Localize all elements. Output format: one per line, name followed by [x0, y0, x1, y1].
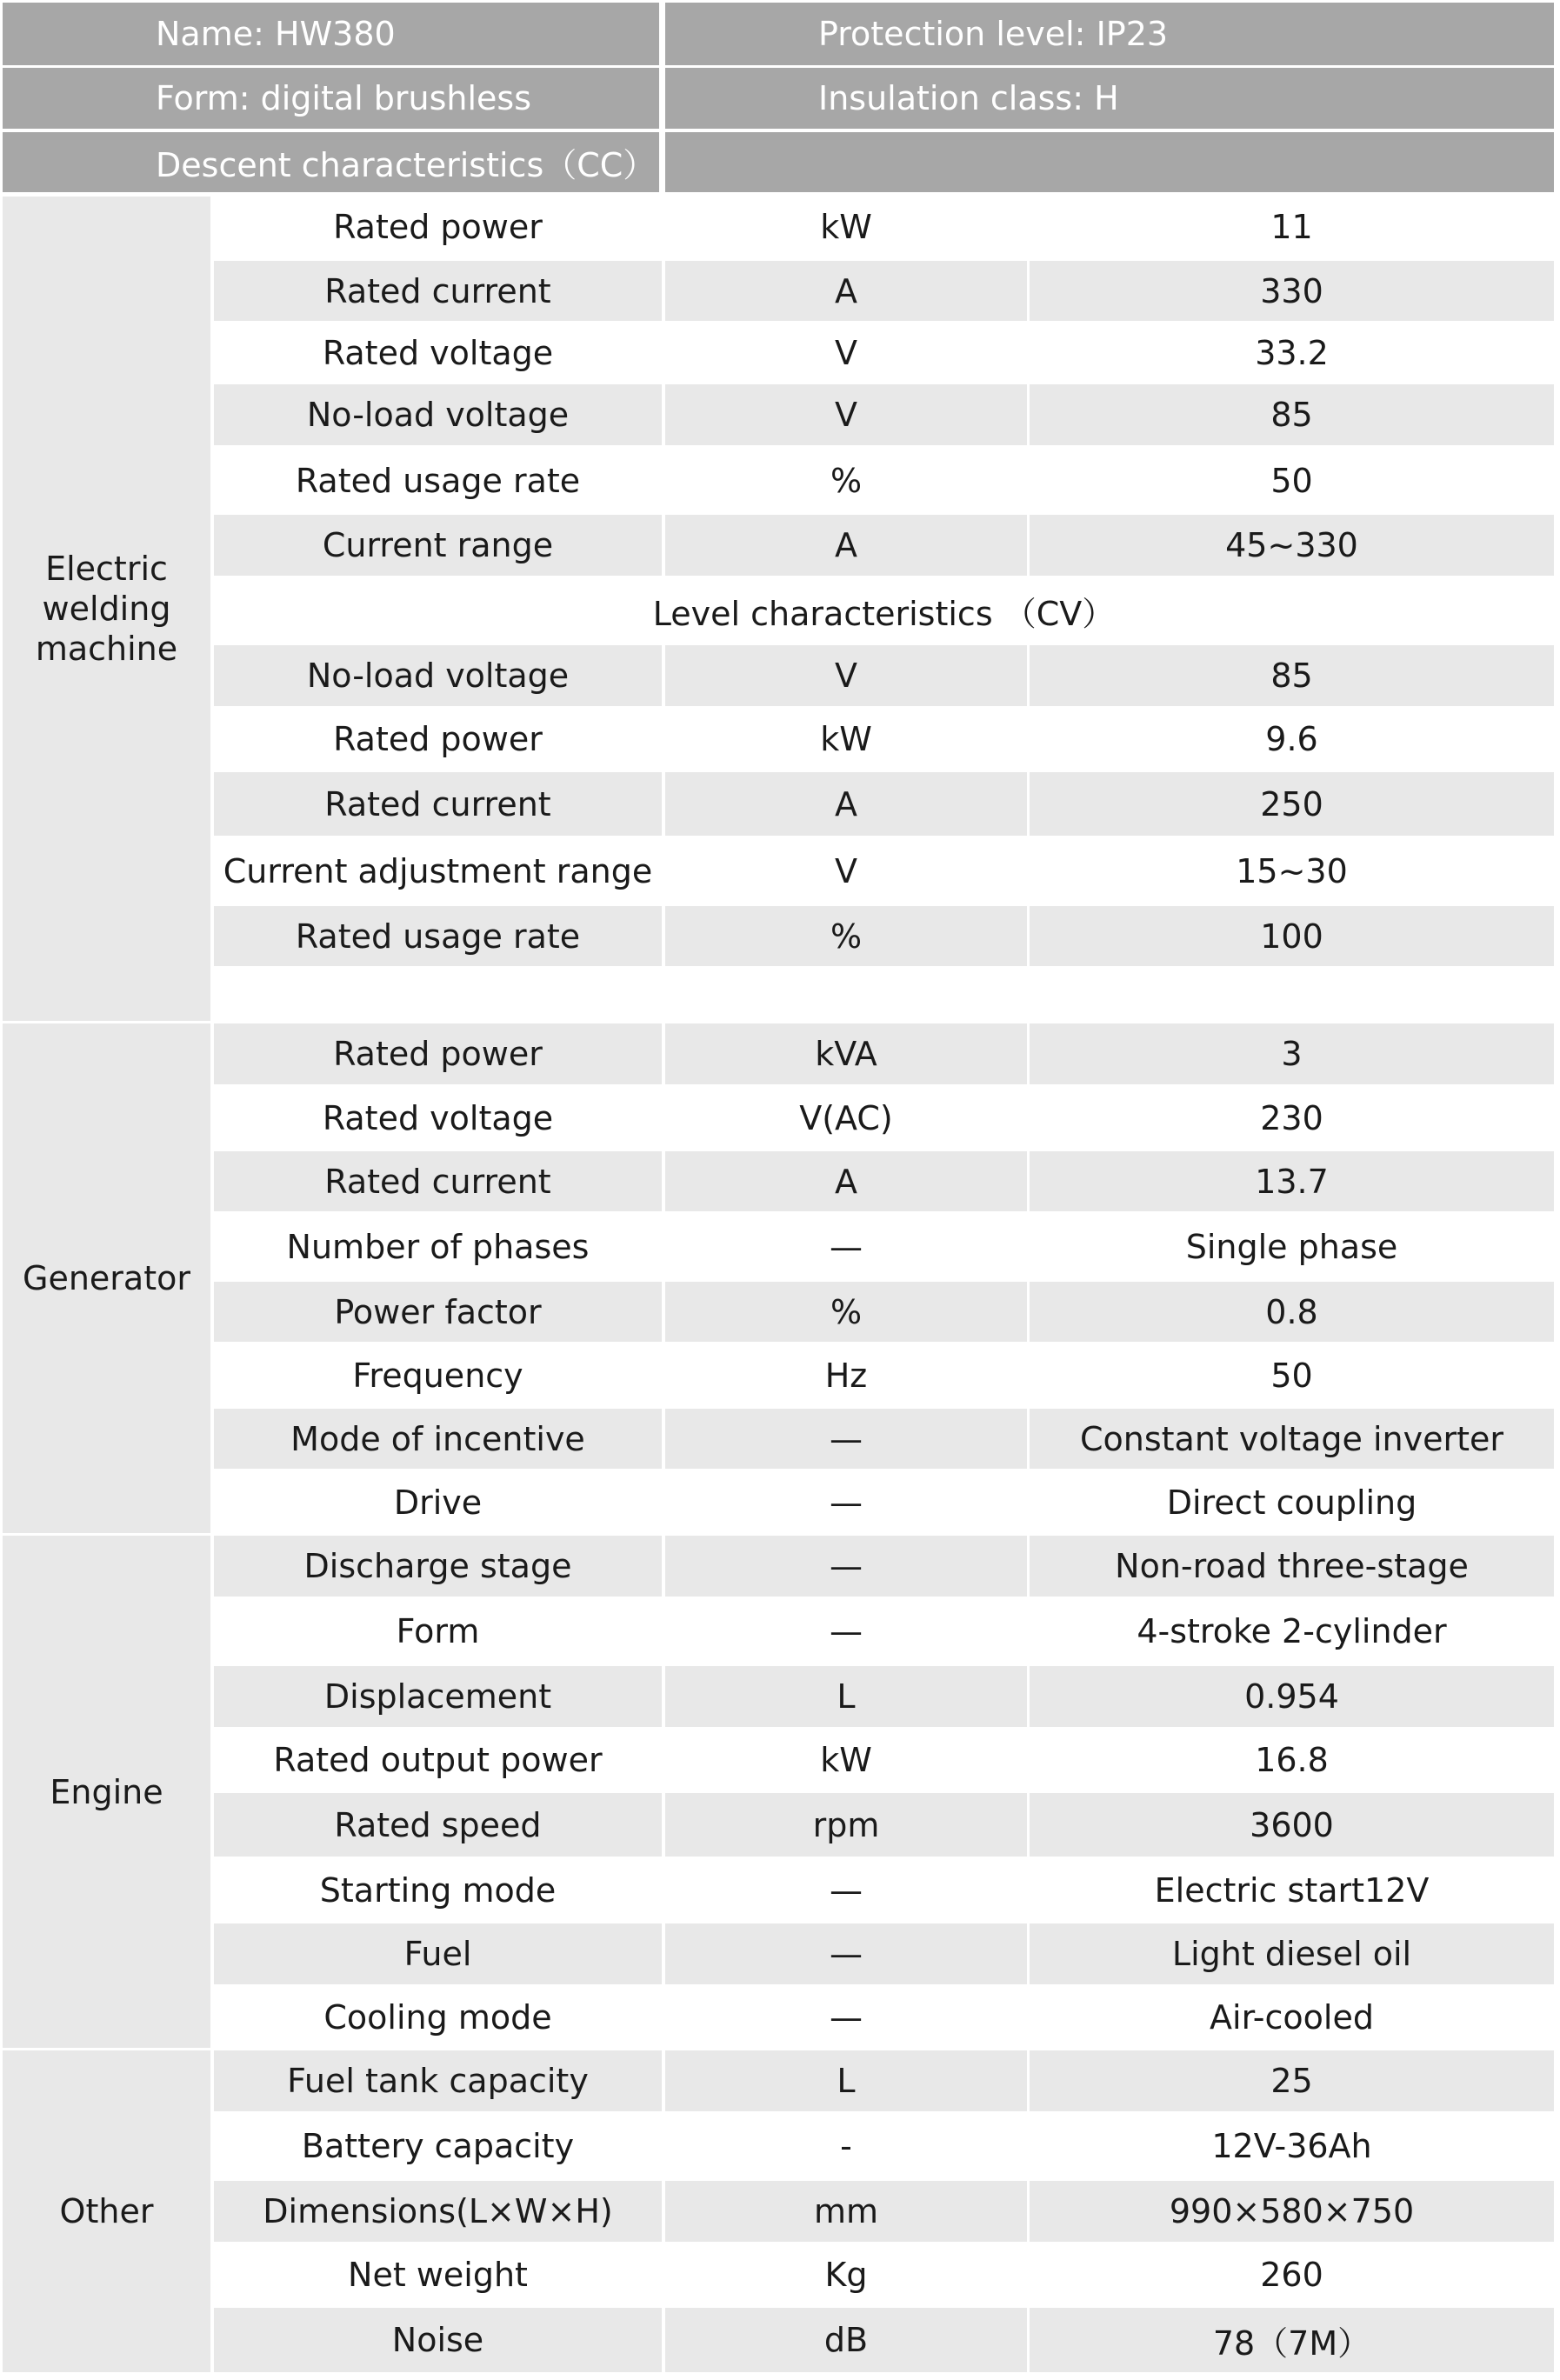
value-cell: 33.2 [1255, 334, 1329, 372]
param-label: Frequency [352, 1356, 523, 1395]
value-cell: 330 [1260, 271, 1323, 310]
column-divider [1027, 906, 1030, 966]
column-divider [1027, 515, 1030, 576]
param-label: Mode of incentive [290, 1419, 585, 1458]
unit-cell: rpm [812, 1805, 880, 1844]
value-cell: 13.7 [1255, 1162, 1329, 1201]
unit-cell: V [835, 851, 857, 890]
unit-cell: — [830, 1998, 863, 2037]
value-cell: Non-road three-stage [1115, 1547, 1469, 1585]
column-divider [662, 1666, 665, 1727]
column-divider [1027, 384, 1030, 445]
value-cell: Constant voltage inverter [1079, 1419, 1503, 1458]
unit-cell: A [835, 784, 857, 823]
column-divider [662, 515, 665, 576]
value-cell: 15~30 [1236, 851, 1348, 890]
header-empty-cell [665, 132, 1554, 192]
param-label: Fuel [403, 1935, 472, 1973]
section-label-electric-welding-machine [3, 197, 210, 1021]
section-title: Other [59, 2192, 154, 2230]
column-divider [662, 2050, 665, 2111]
param-label: Rated usage rate [295, 917, 581, 956]
param-label: Fuel tank capacity [287, 2062, 589, 2100]
param-label: Power factor [334, 1292, 542, 1331]
param-label: Battery capacity [301, 2127, 575, 2165]
column-divider [662, 1536, 665, 1597]
column-divider [662, 1409, 665, 1469]
param-label: Starting mode [319, 1871, 557, 1910]
unit-cell: mm [813, 2192, 879, 2230]
param-label: Discharge stage [303, 1547, 572, 1585]
param-label: Rated output power [273, 1741, 603, 1779]
param-label: Rated power [333, 720, 543, 758]
unit-cell: — [830, 1935, 863, 1973]
header-descent-characteristics: Descent characteristics（CC） [3, 132, 659, 192]
param-label: Rated usage rate [295, 461, 581, 500]
header-form: Form: digital brushless [3, 68, 659, 129]
column-divider [662, 772, 665, 836]
param-label: Noise [391, 2321, 484, 2359]
header-insulation-class: Insulation class: H [665, 68, 1554, 129]
header-protection-level: Protection level: IP23 [665, 3, 1554, 65]
unit-cell: % [830, 461, 863, 500]
column-divider [1027, 1666, 1030, 1727]
value-cell: 12V-36Ah [1211, 2127, 1372, 2165]
param-label: Rated voltage [322, 1098, 554, 1137]
column-divider [662, 1023, 665, 1084]
value-cell: 3600 [1250, 1805, 1334, 1844]
value-cell: Direct coupling [1166, 1483, 1417, 1522]
param-label: Rated speed [334, 1805, 542, 1844]
section-title: Generator [23, 1259, 190, 1297]
value-cell: 45~330 [1225, 526, 1358, 564]
unit-cell: — [830, 1227, 863, 1266]
value-cell: 50 [1270, 461, 1313, 500]
param-label: Displacement [323, 1677, 552, 1716]
value-cell: 16.8 [1255, 1741, 1329, 1779]
param-label: Rated current [324, 271, 551, 310]
param-label: Drive [393, 1483, 483, 1522]
column-divider [662, 1923, 665, 1984]
subheader-level-characteristics: Level characteristics （CV） [652, 594, 1116, 633]
column-divider [1027, 1923, 1030, 1984]
value-cell: 0.954 [1244, 1677, 1339, 1716]
column-divider [1027, 2308, 1030, 2372]
section-label-other [3, 2050, 210, 2372]
unit-cell: — [830, 1611, 863, 1650]
value-cell: 85 [1270, 657, 1313, 695]
column-divider [1027, 1536, 1030, 1597]
param-label: Number of phases [286, 1227, 590, 1266]
unit-cell: kW [820, 1741, 872, 1779]
value-cell: 260 [1260, 2256, 1323, 2294]
column-divider [1027, 772, 1030, 836]
param-label: Form [396, 1611, 480, 1650]
unit-cell: kVA [815, 1035, 877, 1073]
unit-cell: L [837, 2062, 856, 2100]
column-divider [1027, 1793, 1030, 1857]
unit-cell: - [840, 2127, 852, 2165]
unit-cell: — [830, 1547, 863, 1585]
section-title: Engine [50, 1772, 163, 1811]
param-label: Rated power [333, 1035, 543, 1073]
unit-cell: — [830, 1871, 863, 1910]
value-cell: 78（7M） [1212, 2323, 1371, 2363]
unit-cell: V [835, 334, 857, 372]
section-title: Electric welding machine [35, 550, 178, 668]
column-divider [1027, 2050, 1030, 2111]
column-divider [1027, 1151, 1030, 1211]
section-label-engine [3, 1536, 210, 2048]
unit-cell: V(AC) [799, 1098, 893, 1137]
unit-cell: Hz [824, 1356, 868, 1395]
value-cell: 85 [1270, 396, 1313, 434]
param-label: No-load voltage [306, 657, 570, 695]
value-cell: Single phase [1185, 1227, 1398, 1266]
param-label: Dimensions(L×W×H) [263, 2192, 613, 2230]
param-label: Cooling mode [323, 1998, 552, 2037]
param-label: Rated voltage [322, 334, 554, 372]
value-cell: 9.6 [1265, 720, 1318, 758]
unit-cell: — [830, 1483, 863, 1522]
section-label-generator [3, 1023, 210, 1533]
unit-cell: % [830, 1292, 863, 1331]
value-cell: Light diesel oil [1171, 1935, 1412, 1973]
unit-cell: V [835, 396, 857, 434]
unit-cell: Kg [824, 2256, 868, 2294]
value-cell: 50 [1270, 1356, 1313, 1395]
column-divider [662, 2308, 665, 2372]
param-label: Rated power [333, 208, 543, 246]
unit-cell: % [830, 917, 863, 956]
column-divider [662, 261, 665, 321]
param-label: Rated current [324, 1162, 551, 1201]
unit-cell: — [830, 1419, 863, 1458]
column-divider [1027, 1409, 1030, 1469]
param-label: Current adjustment range [223, 851, 653, 890]
column-divider [1027, 1282, 1030, 1342]
column-divider [662, 2181, 665, 2242]
column-divider [1027, 2181, 1030, 2242]
column-divider [1027, 645, 1030, 706]
column-divider [662, 1282, 665, 1342]
column-divider [662, 1151, 665, 1211]
column-divider [662, 906, 665, 966]
value-cell: 3 [1281, 1035, 1303, 1073]
value-cell: 4-stroke 2-cylinder [1137, 1611, 1447, 1650]
param-label: No-load voltage [306, 396, 570, 434]
param-label: Current range [322, 526, 554, 564]
unit-cell: kW [820, 720, 872, 758]
value-cell: 0.8 [1265, 1292, 1318, 1331]
value-cell: 250 [1260, 784, 1323, 823]
value-cell: Air-cooled [1210, 1998, 1374, 2037]
value-cell: 990×580×750 [1169, 2192, 1415, 2230]
unit-cell: A [835, 526, 857, 564]
unit-cell: L [837, 1677, 856, 1716]
unit-cell: A [835, 1162, 857, 1201]
column-divider [1027, 1023, 1030, 1084]
header-name: Name: HW380 [3, 3, 659, 65]
value-cell: 100 [1260, 917, 1323, 956]
value-cell: 25 [1270, 2062, 1313, 2100]
column-divider [662, 1793, 665, 1857]
value-cell: Electric start12V [1154, 1871, 1430, 1910]
value-cell: 11 [1270, 208, 1313, 246]
value-cell: 230 [1260, 1098, 1323, 1137]
param-label: Net weight [348, 2256, 528, 2294]
column-divider [1027, 261, 1030, 321]
unit-cell: kW [820, 208, 872, 246]
param-label: Rated current [324, 784, 551, 823]
unit-cell: V [835, 657, 857, 695]
unit-cell: A [835, 271, 857, 310]
unit-cell: dB [823, 2321, 869, 2359]
column-divider [662, 384, 665, 445]
column-divider [662, 645, 665, 706]
